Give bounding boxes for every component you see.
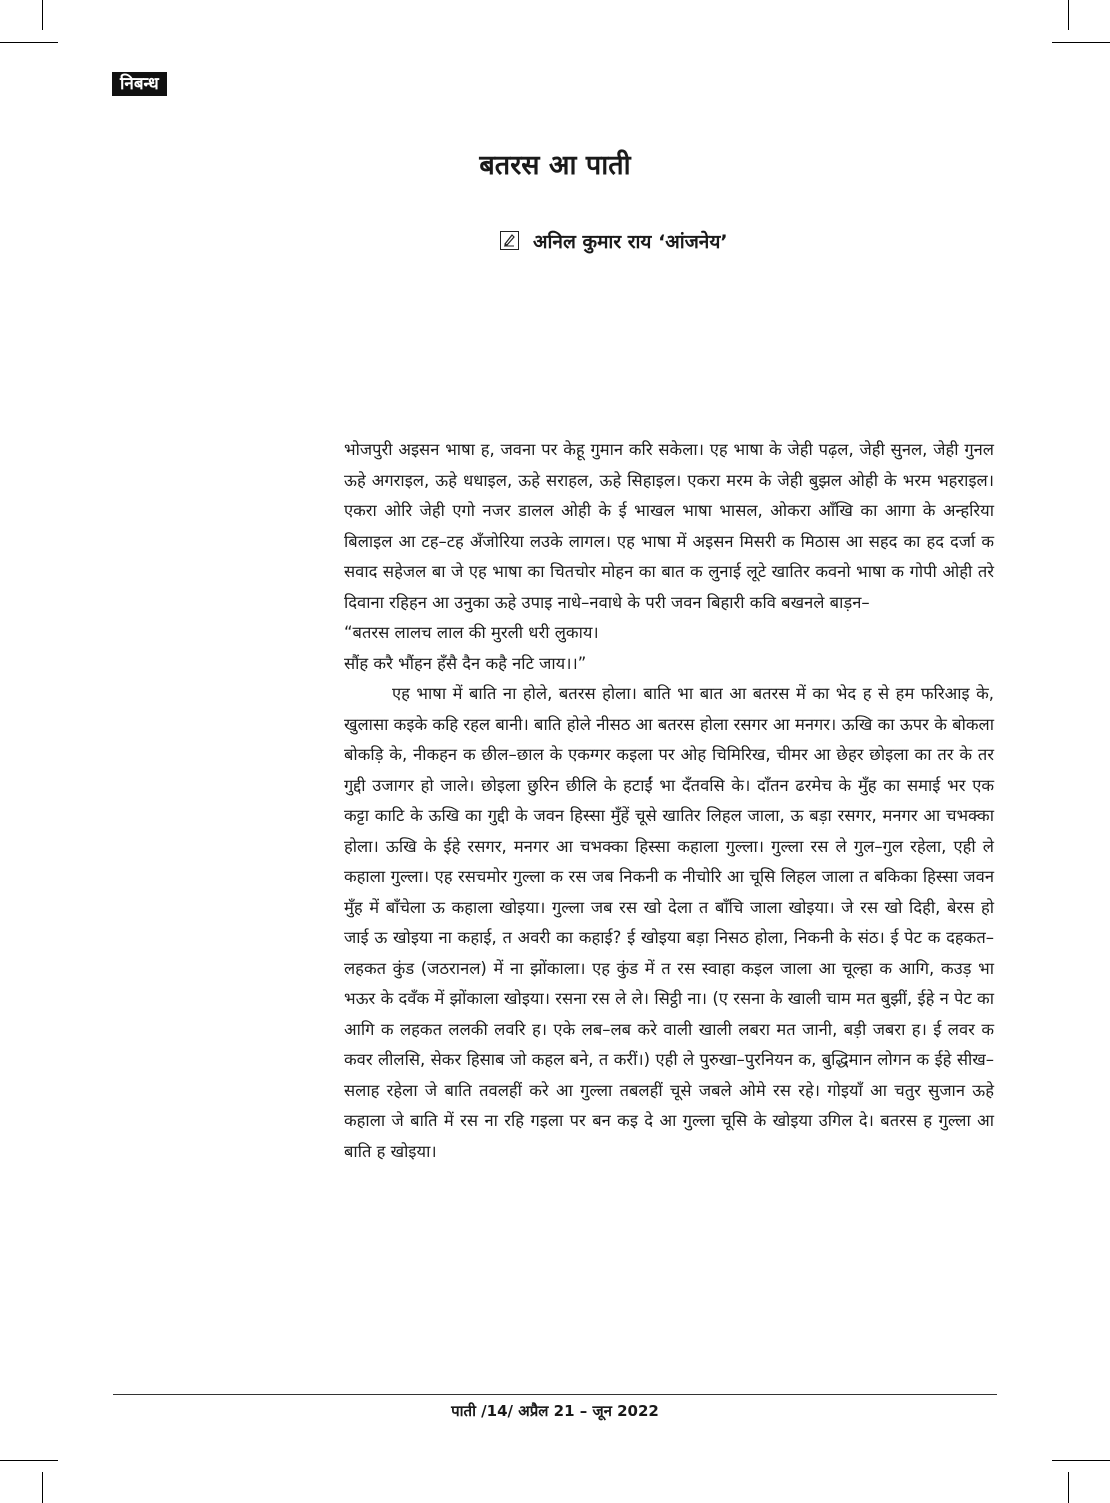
pen-icon bbox=[500, 231, 519, 250]
paragraph-2: एह भाषा में बाति ना होले, बतरस होला। बाति भा बात आ बतरस में का भेद ह से हम फरिआइ के, खुलासा कइके कहि रहल बानी। बाति होले नीसठ आ बतरस होला रसगर आ मनगर। ऊखि का ऊपर के बोकला बोकड़ि के, नीकहन क छील–छाल के एकग्गर कइला पर ओह चिमिरिख, चीमर आ छेहर छोइला का तर के तर गुद्दी उजागर हो जाले। छोइला छुरिन छीलि के हटाईं भा दँतवसि के। दाँतन ढरमेच के मुँह का समाई भर एक कट्टा काटि के ऊखि का गुद्दी के जवन हिस्सा मुँहें चूसे खातिर लिहल जाला, ऊ बड़ा रसगर, मनगर आ चभक्का होला। ऊखि के ईहे रसगर, मनगर आ चभक्का हिस्सा कहाला गुल्ला। गुल्ला रस ले गुल–गुल रहेला, एही ले कहाला गुल्ला। एह रसचमोर गुल्ला क रस जब निकनी क नीचोरि आ चूसि लिहल जाला त बकिका हिस्सा जवन मुँह में बाँचेला ऊ कहाला खोइया। गुल्ला जब रस खो देला त बाँचि जाला खोइया। जे रस खो दिही, बेरस हो जाई ऊ खोइया ना कहाई, त अवरी का कहाई? ई खोइया बड़ा निसठ होला, निकनी के संठ। ई पेट क दहकत–लहकत कुंड (जठरानल) में ना झोंकाला। एह कुंड में त रस स्वाहा कइल जाला आ चूल्हा क आगि, कउड़ भा भऊर के दवँक में झोंकाला खोइया। रसना रस ले ले। सिट्ठी ना। (ए रसना के खाली चाम मत बुझीं, ईहे न पेट का आगि क लहकत ललकी लवरि ह। एके लब–लब करे वाली खाली लबरा मत जानी, बड़ी जबरा ह। ई लवर क कवर लीलसि, सेकर हिसाब जो कहल बने, त करीं।) एही ले पुरुखा–पुरनियन क, बुद्धिमान लोगन क ईहे सीख–सलाह रहेला जे बाति तवलहीं करे आ गुल्ला तबलहीं चूसे जबले ओमे रस रहे। गोइयाँ आ चतुर सुजान ऊहे कहाला जे बाति में रस ना रहि गइला पर बन कइ दे आ गुल्ला चूसि के खोइया उगिल दे। बतरस ह गुल्ला आ बाति ह खोइया। bbox=[344, 684, 994, 1161]
article-title: बतरस आ पाती bbox=[479, 150, 631, 181]
verse-line-1: “बतरस लालच लाल की मुरली धरी लुकाय। bbox=[344, 623, 599, 642]
paragraph-1: भोजपुरी अइसन भाषा ह, जवना पर केहू गुमान करि सकेला। एह भाषा के जेही पढ़ल, जेही सुनल, जेही गुनल ऊहे अगराइल, ऊहे धधाइल, ऊहे सराहल, ऊहे सिहाइल। एकरा मरम के जेही बुझल ओही के भरम भहराइल। एकरा ओरि जेही एगो नजर डालल ओही के ई भाखल भाषा भासल, ओकरा आँखि का आगा के अन्हरिया बिलाइल आ टह–टह अँजोरिया लउके लागल। एह भाषा में अइसन मिसरी क मिठास आ सहद का हद दर्जा क सवाद सहेजल बा जे एह भाषा का चितचोर मोहन का बात क लुनाई लूटे खातिर कवनो भाषा क गोपी ओही तरे दिवाना रहिहन आ उनुका ऊहे उपाइ नाधे–नवाधे के परी जवन बिहारी कवि बखनले बाड़न– bbox=[344, 440, 994, 612]
crop-mark-top-left-v bbox=[42, 0, 43, 30]
crop-mark-bottom-left-v bbox=[42, 1472, 43, 1503]
crop-mark-bottom-right-v bbox=[1068, 1472, 1069, 1503]
footer-rule bbox=[113, 1394, 997, 1395]
page-footer: पाती /14/ अप्रैल 21 – जून 2022 bbox=[451, 1402, 659, 1420]
author-line bbox=[500, 226, 728, 258]
verse-line-2: सौंह करै भौंहन हँसै दैन कहै नटि जाय।।” bbox=[344, 653, 587, 673]
crop-mark-top-left-h bbox=[0, 42, 58, 43]
crop-mark-bottom-left-h bbox=[0, 1460, 58, 1461]
author-name: अनिल कुमार राय ‘आंजनेय’ bbox=[533, 231, 728, 253]
article-body bbox=[344, 435, 994, 1167]
crop-mark-top-right-v bbox=[1068, 0, 1069, 30]
crop-mark-top-right-h bbox=[1052, 42, 1110, 43]
section-label: निबन्ध bbox=[112, 72, 167, 96]
crop-mark-bottom-right-h bbox=[1052, 1460, 1110, 1461]
